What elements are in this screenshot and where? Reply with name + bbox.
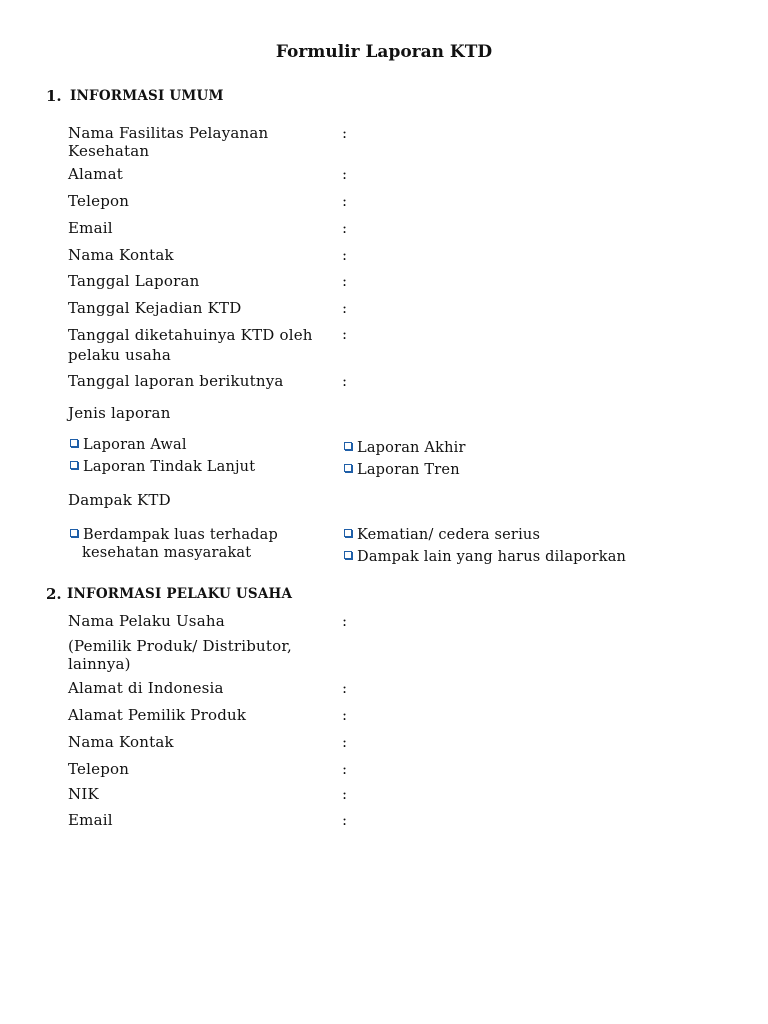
option-label-line2: kesehatan masyarakat bbox=[82, 545, 252, 561]
field-colon: : bbox=[342, 706, 348, 724]
field-label-tanggal-kejadian: Tanggal Kejadian KTD bbox=[68, 299, 242, 317]
field-colon: : bbox=[342, 760, 348, 778]
field-colon: : bbox=[342, 124, 348, 142]
field-label-alamat-indonesia: Alamat di Indonesia bbox=[68, 679, 224, 697]
option-label: Laporan Tren bbox=[357, 462, 460, 478]
option-laporan-tindak-lanjut[interactable] bbox=[70, 458, 255, 476]
section-2-number: 2. bbox=[46, 585, 62, 603]
checkbox-icon[interactable] bbox=[344, 442, 352, 450]
field-label-email: Email bbox=[68, 219, 113, 237]
checkbox-icon[interactable] bbox=[344, 464, 352, 472]
section-1-number: 1. bbox=[46, 87, 62, 105]
field-label-nik: NIK bbox=[68, 785, 99, 803]
option-label: Laporan Tindak Lanjut bbox=[83, 459, 256, 475]
field-label-telepon-2: Telepon bbox=[68, 760, 130, 778]
field-label-tanggal-laporan: Tanggal Laporan bbox=[68, 272, 200, 290]
option-kematian-cedera[interactable] bbox=[344, 526, 540, 544]
field-label-telepon: Telepon bbox=[68, 192, 130, 210]
checkbox-icon[interactable] bbox=[344, 551, 352, 559]
field-label-nama-kontak-2: Nama Kontak bbox=[68, 733, 174, 751]
option-laporan-akhir[interactable] bbox=[344, 439, 466, 457]
field-colon: : bbox=[342, 785, 348, 803]
field-colon: : bbox=[342, 192, 348, 210]
option-label: Kematian/ cedera serius bbox=[357, 527, 541, 543]
field-label-alamat: Alamat bbox=[68, 165, 123, 183]
field-colon: : bbox=[342, 325, 348, 343]
checkbox-icon[interactable] bbox=[70, 461, 78, 469]
field-colon: : bbox=[342, 272, 348, 290]
field-colon: : bbox=[342, 165, 348, 183]
checkbox-icon[interactable] bbox=[344, 529, 352, 537]
field-colon: : bbox=[342, 219, 348, 237]
field-label-line: lainnya) bbox=[68, 655, 131, 673]
field-label-alamat-pemilik-produk: Alamat Pemilik Produk bbox=[68, 706, 247, 724]
option-berdampak-luas[interactable] bbox=[70, 526, 278, 562]
field-label-tanggal-berikutnya: Tanggal laporan berikutnya bbox=[68, 372, 284, 390]
option-label: Laporan Awal bbox=[83, 437, 187, 453]
field-label-line: Tanggal diketahuinya KTD oleh bbox=[68, 326, 313, 344]
checkbox-icon[interactable] bbox=[70, 439, 78, 447]
field-colon: : bbox=[342, 679, 348, 697]
option-dampak-lain[interactable] bbox=[344, 548, 626, 566]
option-laporan-awal[interactable] bbox=[70, 436, 187, 454]
field-label-email-2: Email bbox=[68, 811, 113, 829]
option-label: Laporan Akhir bbox=[357, 440, 466, 456]
form-title: Formulir Laporan KTD bbox=[275, 42, 493, 62]
field-colon: : bbox=[342, 811, 348, 829]
option-laporan-tren[interactable] bbox=[344, 461, 460, 479]
checkbox-icon[interactable] bbox=[70, 529, 78, 537]
field-label-nama-pelaku-usaha: Nama Pelaku Usaha bbox=[68, 612, 225, 630]
field-label-nama-fasilitas bbox=[68, 124, 268, 160]
section-1-title: INFORMASI UMUM bbox=[70, 88, 224, 104]
field-colon: : bbox=[342, 612, 348, 630]
option-label: Dampak lain yang harus dilaporkan bbox=[357, 549, 627, 565]
field-label-nama-kontak: Nama Kontak bbox=[68, 246, 174, 264]
field-label-pemilik-produk bbox=[68, 637, 292, 673]
field-colon: : bbox=[342, 246, 348, 264]
jenis-laporan-label: Jenis laporan bbox=[68, 404, 171, 422]
field-label-line: Kesehatan bbox=[68, 142, 150, 160]
field-label-line: Nama Fasilitas Pelayanan bbox=[68, 124, 269, 142]
field-label-tanggal-diketahui bbox=[68, 325, 313, 365]
field-label-line: pelaku usaha bbox=[68, 346, 172, 364]
section-2-title: INFORMASI PELAKU USAHA bbox=[67, 586, 293, 602]
field-colon: : bbox=[342, 372, 348, 390]
option-label: Berdampak luas terhadap bbox=[83, 527, 278, 543]
dampak-ktd-label: Dampak KTD bbox=[68, 491, 171, 509]
field-label-line: (Pemilik Produk/ Distributor, bbox=[68, 637, 293, 655]
field-colon: : bbox=[342, 733, 348, 751]
field-colon: : bbox=[342, 299, 348, 317]
